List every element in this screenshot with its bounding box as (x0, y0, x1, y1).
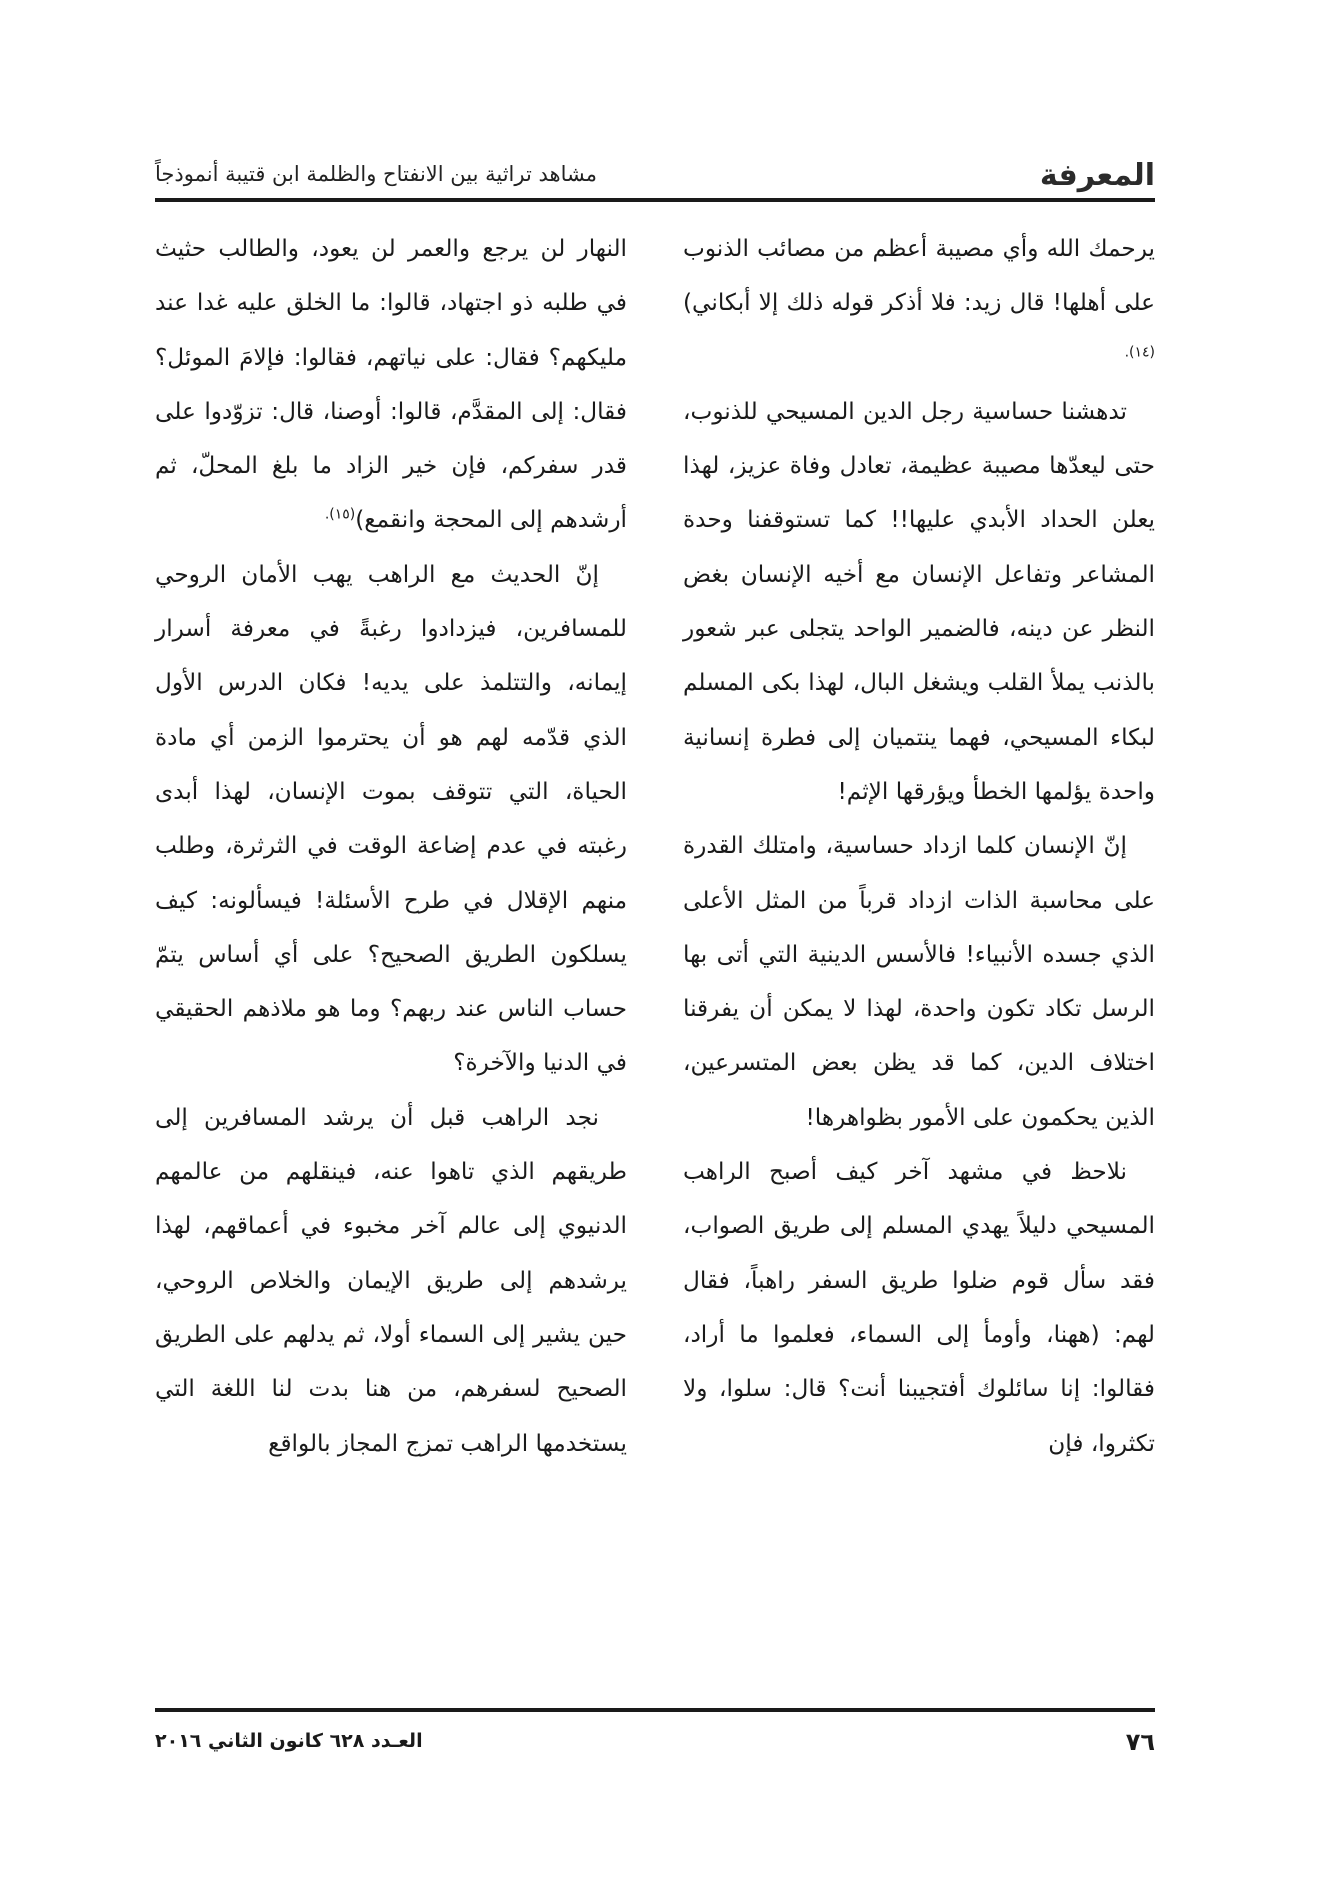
paragraph-text: النهار لن يرجع والعمر لن يعود، والطالب حثيث في طلبه ذو اجتهاد، قالوا: ما الخلق عليه غدا عند مليكهم؟ فقال: على نياتهم، فقالوا: فإلامَ الموئل؟ فقال: إلى المقدَّم، قالوا: أوصنا، قال: تزوّدوا على قدر سفركم، فإن خير الزاد ما بلغ المحلّ، ثم أرشدهم إلى المحجة وانقمع) (155, 235, 627, 534)
issue-info: العـدد ٦٢٨ كانون الثاني ٢٠١٦ (155, 1730, 423, 1752)
header-divider (155, 198, 1155, 202)
magazine-logo: المعرفة (1039, 158, 1155, 193)
running-title: مشاهد تراثية بين الانفتاح والظلمة ابن قتيبة أنموذجاً (155, 162, 597, 186)
paragraph: نلاحظ في مشهد آخر كيف أصبح الراهب المسيحي دليلاً يهدي المسلم إلى طريق الصواب، فقد سأل قوم ضلوا طريق السفر راهباً، فقال لهم: (ههنا، وأومأ إلى السماء، فعلموا ما أراد، فقالوا: إنا سائلوك أفتجيبنا أنت؟ قال: سلوا، ولا تكثروا، فإن (683, 1158, 1155, 1457)
footnote-ref: (١٥). (324, 506, 356, 523)
paragraph (683, 222, 1155, 385)
paragraph: إنّ الحديث مع الراهب يهب الأمان الروحي للمسافرين، فيزدادوا رغبةً في معرفة أسرار إيمانه، والتتلمذ على يديه! فكان الدرس الأول الذي قدّمه لهم هو أن يحترموا الزمن أي مادة الحياة، التي تتوقف بموت الإنسان، لهذا أبدى رغبته في عدم إضاعة الوقت في الثرثرة، وطلب منهم الإقلال في طرح الأسئلة! فيسألونه: كيف يسلكون الطريق الصحيح؟ على أي أساس يتمّ حساب الناس عند ربهم؟ وما هو ملاذهم الحقيقي في الدنيا والآخرة؟ (155, 560, 627, 1077)
page-header (155, 150, 1155, 198)
paragraph-text: يرحمك الله وأي مصيبة أعظم من مصائب الذنوب على أهلها! قال زيد: فلا أذكر قوله ذلك إلا أبكاني) (683, 235, 1155, 317)
footnote-ref: (١٤). (1124, 343, 1155, 360)
paragraph: إنّ الإنسان كلما ازداد حساسية، وامتلك القدرة على محاسبة الذات ازداد قرباً من المثل الأعلى الذي جسده الأنبياء! فالأسس الدينية التي أتى بها الرسل تكاد تكون واحدة، لهذا لا يمكن أن يفرقنا اختلاف الدين، كما قد يظن بعض المتسرعين، الذين يحكمون على الأمور بظواهرها! (683, 832, 1155, 1131)
paragraph: نجد الراهب قبل أن يرشد المسافرين إلى طريقهم الذي تاهوا عنه، فينقلهم من عالمهم الدنيوي إلى عالم آخر مخبوء في أعماقهم، لهذا يرشدهم إلى طريق الإيمان والخلاص الروحي، حين يشير إلى السماء أولا، ثم يدلهم على الطريق الصحيح لسفرهم، من هنا بدت لنا اللغة التي يستخدمها الراهب تمزج المجاز بالواقع (155, 1103, 627, 1457)
right-column (683, 222, 1155, 1471)
footer-divider (155, 1708, 1155, 1712)
left-column (155, 222, 627, 1471)
page-number: ٧٦ (1125, 1728, 1155, 1756)
paragraph: تدهشنا حساسية رجل الدين المسيحي للذنوب، حتى ليعدّها مصيبة عظيمة، تعادل وفاة عزيز، لهذا يعلن الحداد الأبدي عليها!! كما تستوقفنا وحدة المشاعر وتفاعل الإنسان مع أخيه الإنسان بغض النظر عن دينه، فالضمير الواحد يتجلى عبر شعور بالذنب يملأ القلب ويشغل البال، لهذا بكى المسلم لبكاء المسيحي، فهما ينتميان إلى فطرة إنسانية واحدة يؤلمها الخطأ ويؤرقها الإثم! (683, 397, 1155, 805)
paragraph (155, 222, 627, 548)
